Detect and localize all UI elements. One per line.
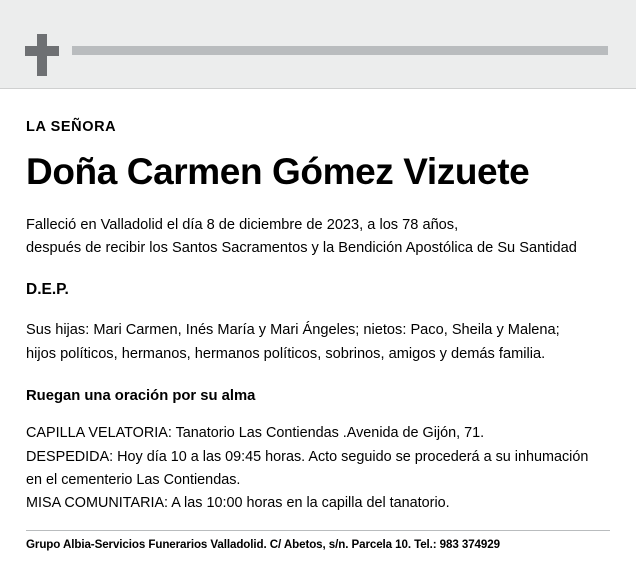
dep-label: D.E.P.	[26, 281, 69, 299]
funeral-home-footer: Grupo Albia-Servicios Funerarios Valladolid. C/ Abetos, s/n. Parcela 10. Tel.: 983 374929	[26, 537, 500, 551]
death-line-1: Falleció en Valladolid el día 8 de diciembre de 2023, a los 78 años,	[26, 216, 459, 233]
family-line-1: Sus hijas: Mari Carmen, Inés María y Mari Ángeles; nietos: Paco, Sheila y Malena;	[26, 322, 560, 339]
cross-icon	[25, 34, 59, 76]
family-list	[26, 319, 610, 366]
eyebrow-label: LA SEÑORA	[26, 119, 117, 135]
death-line-2: después de recibir los Santos Sacramentos y la Bendición Apostólica de Su Santidad	[26, 240, 577, 257]
service-line-farewell: DESPEDIDA: Hoy día 10 a las 09:45 horas. Acto seguido se procederá a su inhumación	[26, 448, 589, 465]
service-line-mass: MISA COMUNITARIA: A las 10:00 horas en la capilla del tanatorio.	[26, 495, 450, 512]
death-announcement	[26, 214, 610, 261]
prayer-request: Ruegan una oración por su alma	[26, 388, 256, 405]
service-line-cemetery: en el cementerio Las Contiendas.	[26, 472, 241, 489]
service-line-chapel: CAPILLA VELATORIA: Tanatorio Las Contiendas .Avenida de Gijón, 71.	[26, 425, 485, 442]
notice-body	[0, 119, 636, 551]
deceased-name: Doña Carmen Gómez Vizuete	[26, 151, 530, 192]
header-rule	[72, 46, 608, 55]
service-details	[26, 422, 610, 515]
header-band	[0, 0, 636, 89]
family-line-2: hijos políticos, hermanos, hermanos políticos, sobrinos, amigos y demás familia.	[26, 345, 546, 362]
cross-horizontal-bar	[25, 46, 59, 56]
